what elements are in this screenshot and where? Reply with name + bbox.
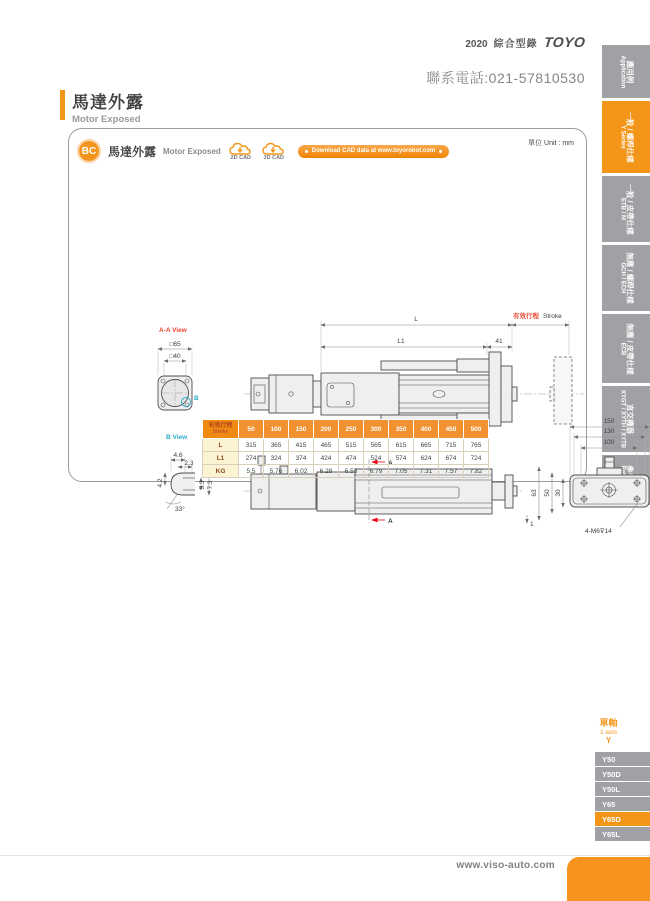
- dim-100: 100: [603, 439, 615, 446]
- cell: 7.05: [389, 465, 414, 478]
- b-dim-h1: 4.2: [157, 478, 164, 488]
- stroke-col: 200: [314, 420, 339, 439]
- b-dim-w1: 4.6: [173, 452, 183, 459]
- axis-item-y50l[interactable]: Y50L: [595, 782, 650, 796]
- cell: 6.28: [314, 465, 339, 478]
- stroke-col: 50: [239, 420, 264, 439]
- tab-label-en: XYGT / XYTH / XYTB: [619, 389, 626, 449]
- stroke-header-zh: 有效行程: [208, 422, 233, 429]
- stroke-col: 400: [414, 420, 439, 439]
- dim-30: 30: [555, 489, 562, 497]
- axis-item-y65[interactable]: Y65: [595, 797, 650, 811]
- page-title-block: [60, 88, 144, 125]
- pill-dot-icon: [439, 150, 442, 153]
- dim-stroke-en: Stroke: [543, 313, 562, 320]
- tab-label-en: Y Series: [619, 125, 626, 149]
- tab-label-zh: 無塵 / 螺桿仕樣: [625, 252, 635, 304]
- website-text: www.viso-auto.com: [456, 860, 555, 871]
- unit-label: 單位 Unit : mm: [528, 140, 574, 147]
- cell: 365: [264, 439, 289, 452]
- cell: 6.02: [289, 465, 314, 478]
- cell: 474: [339, 452, 364, 465]
- dim-50: 50: [544, 489, 551, 497]
- cell: 6.53: [339, 465, 364, 478]
- pill-dot-icon: [305, 150, 308, 153]
- cell: 7.82: [464, 465, 489, 478]
- footer-corner-shape: [567, 857, 650, 901]
- b-dim-w2: 2.3: [184, 460, 194, 467]
- tab-label-zh: 無塵 / 皮帶仕樣: [625, 322, 635, 375]
- title-accent-bar: [60, 90, 65, 120]
- dim-63: 63: [531, 489, 538, 497]
- box-title-zh: 馬達外露: [108, 144, 157, 159]
- tab-label-en: ECB: [619, 342, 626, 355]
- cell: 5.76: [264, 465, 289, 478]
- cell: 674: [439, 452, 464, 465]
- cell: 615: [389, 439, 414, 452]
- thread-callout: 4-M6⊽14: [585, 528, 612, 535]
- brand-logo: TOYO: [542, 34, 586, 50]
- table-row-KG: [203, 465, 489, 478]
- row-label: KG: [203, 465, 239, 478]
- axis-item-y65l[interactable]: Y65L: [595, 827, 650, 841]
- cell: 374: [289, 452, 314, 465]
- sidebar-tab-y-series[interactable]: [602, 101, 650, 173]
- sidebar-tab-application[interactable]: [602, 45, 650, 98]
- stroke-col: 100: [264, 420, 289, 439]
- axis-item-y50[interactable]: Y50: [595, 752, 650, 766]
- download-cad-label: Download CAD data at www.toyorobot.com: [311, 148, 436, 154]
- cell: 7.57: [439, 465, 464, 478]
- catalog-header: [465, 34, 585, 50]
- footer-rule: [0, 855, 650, 856]
- tab-label-en: Application: [619, 55, 626, 88]
- page-title: 馬達外露: [72, 93, 144, 112]
- cell: 524: [364, 452, 389, 465]
- dim-L: L: [414, 316, 418, 323]
- contact-phone: 聯系電話:021-57810530: [426, 70, 585, 86]
- stroke-spec-table: [202, 419, 489, 478]
- cell: 415: [289, 439, 314, 452]
- row-label: L: [203, 439, 239, 452]
- aa-view: [158, 327, 199, 410]
- top-view: [244, 311, 584, 426]
- cad-2d-button[interactable]: [228, 141, 254, 161]
- stroke-col: 300: [364, 420, 389, 439]
- stroke-col: 500: [464, 420, 489, 439]
- aa-dim-outer: □65: [169, 341, 181, 348]
- dim-L1: L1: [397, 338, 405, 345]
- tab-label-zh: 應用例: [625, 60, 635, 83]
- cell: 574: [389, 452, 414, 465]
- tab-label-zh: 一般 / 皮帶仕樣: [625, 183, 635, 235]
- cell: 724: [464, 452, 489, 465]
- dim-41: 41: [495, 338, 503, 345]
- section-mark-bottom: A: [388, 518, 393, 525]
- content-box-header: [77, 139, 449, 163]
- cell: 5.5: [239, 465, 264, 478]
- cell: 274: [239, 452, 264, 465]
- stroke-col: 450: [439, 420, 464, 439]
- tab-label-en: ETB / M: [619, 198, 626, 220]
- b-dim-h2: 5.3: [199, 480, 206, 490]
- b-dim-h3: 7.3: [207, 480, 214, 490]
- cell: 324: [264, 452, 289, 465]
- series-badge: BC: [77, 139, 101, 163]
- box-title-en: Motor Exposed: [163, 146, 221, 156]
- cell: 515: [339, 439, 364, 452]
- stroke-col: 350: [389, 420, 414, 439]
- cell: 7.31: [414, 465, 439, 478]
- cell: 315: [239, 439, 264, 452]
- axis-item-y65d[interactable]: Y65D: [595, 812, 650, 826]
- axis-nav-header: [581, 716, 636, 745]
- cell: 565: [364, 439, 389, 452]
- table-row-L: [203, 439, 489, 452]
- tab-label-zh: 直交機器: [625, 404, 635, 434]
- cell: 665: [414, 439, 439, 452]
- stroke-header-en: Stroke: [212, 428, 229, 435]
- dim-1: 1: [530, 521, 534, 528]
- b-dim-angle: 33°: [175, 506, 185, 513]
- tab-label-en: GCH / ECH: [619, 262, 626, 294]
- stroke-col: 250: [339, 420, 364, 439]
- cad-2d-label: 2D CAD: [230, 155, 252, 161]
- cell: 6.79: [364, 465, 389, 478]
- table-row-L1: [203, 452, 489, 465]
- dim-stroke-zh: 有效行程: [513, 313, 539, 320]
- catalog-label: 綜合型錄: [493, 39, 538, 50]
- cell: 424: [314, 452, 339, 465]
- tab-label-zh: 一般 / 螺桿仕樣: [625, 111, 635, 163]
- cad-3d-label: 3D CAD: [263, 155, 285, 161]
- table-header-row: [203, 420, 489, 439]
- axis-letter: Y: [605, 736, 612, 745]
- cad-3d-button[interactable]: [261, 141, 287, 161]
- axis-title-zh: 單軸: [599, 718, 618, 728]
- dim-130: 130: [603, 428, 615, 435]
- b-view-label: B View: [166, 434, 188, 441]
- cell: 715: [439, 439, 464, 452]
- content-box: [68, 128, 615, 535]
- row-label: L1: [203, 452, 239, 465]
- download-cad-pill[interactable]: [298, 145, 449, 158]
- cell: 765: [464, 439, 489, 452]
- axis-title-en: 1 axis: [600, 729, 617, 736]
- page-subtitle: Motor Exposed: [72, 114, 141, 125]
- dim-150: 150: [603, 418, 615, 425]
- aa-detail-mark: B: [194, 395, 199, 402]
- end-view: [527, 418, 649, 535]
- section-mark-top: A: [388, 460, 393, 467]
- table-header-stroke: [203, 420, 239, 439]
- aa-dim-inner: □40: [169, 353, 181, 360]
- cell: 624: [414, 452, 439, 465]
- axis-nav: [595, 752, 650, 841]
- aa-view-label: A-A View: [159, 327, 187, 334]
- sidebar-tab-etb-m[interactable]: [602, 176, 650, 242]
- catalog-year: 2020: [465, 39, 488, 50]
- axis-item-y50d[interactable]: Y50D: [595, 767, 650, 781]
- cell: 465: [314, 439, 339, 452]
- stroke-col: 150: [289, 420, 314, 439]
